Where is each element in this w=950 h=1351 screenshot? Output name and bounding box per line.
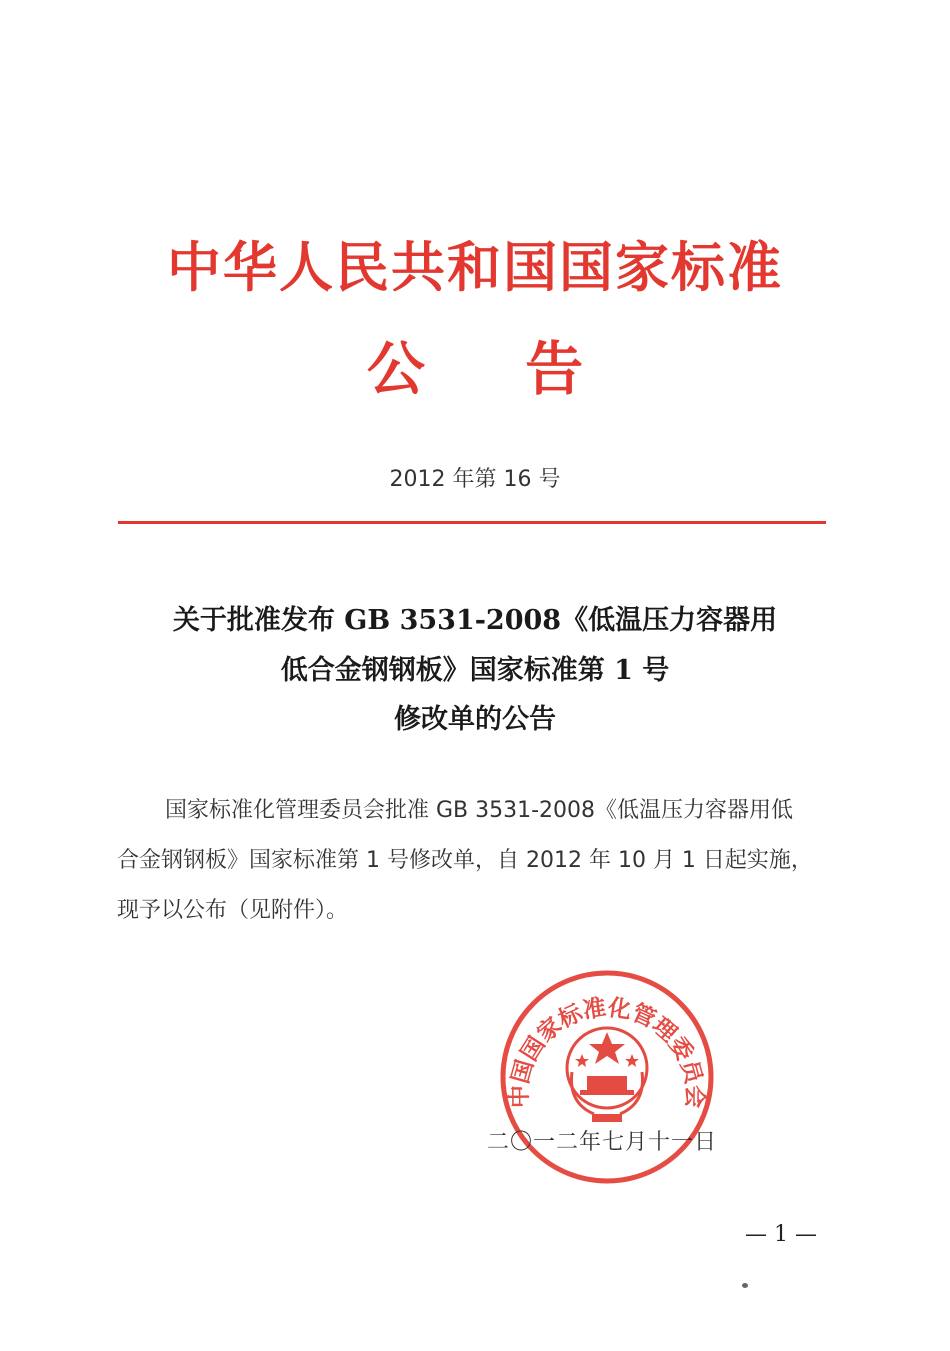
issue-number: 2012 年第 16 号 (389, 467, 561, 492)
document-header-title: 中华人民共和国国家标准 (167, 235, 783, 299)
scan-speck (742, 1283, 748, 1288)
announcement-title-line-3: 修改单的公告 (394, 704, 556, 735)
red-divider-line (118, 521, 826, 524)
document-header-subtitle: 公 告 (366, 335, 584, 403)
signing-date: 二〇一二年七月十一日 (487, 1130, 718, 1155)
seal-text: 中国国家标准化管理委员会 (506, 994, 708, 1109)
body-paragraph-line-2: 合金钢钢板》国家标准第 1 号修改单，自 2012 年 10 月 1 日起实施， (117, 848, 813, 873)
announcement-title-line-1: 关于批准发布 GB 3531-2008《低温压力容器用 (172, 605, 778, 636)
body-paragraph-line-3: 现予以公布（见附件）。 (117, 898, 349, 923)
body-paragraph-line-1: 国家标准化管理委员会批准 GB 3531-2008《低温压力容器用低 (165, 798, 794, 823)
national-emblem-icon (567, 1028, 647, 1122)
announcement-title-line-2: 低合金钢钢板》国家标准第 1 号 (280, 655, 670, 686)
page-number: — 1 — (745, 1222, 817, 1247)
